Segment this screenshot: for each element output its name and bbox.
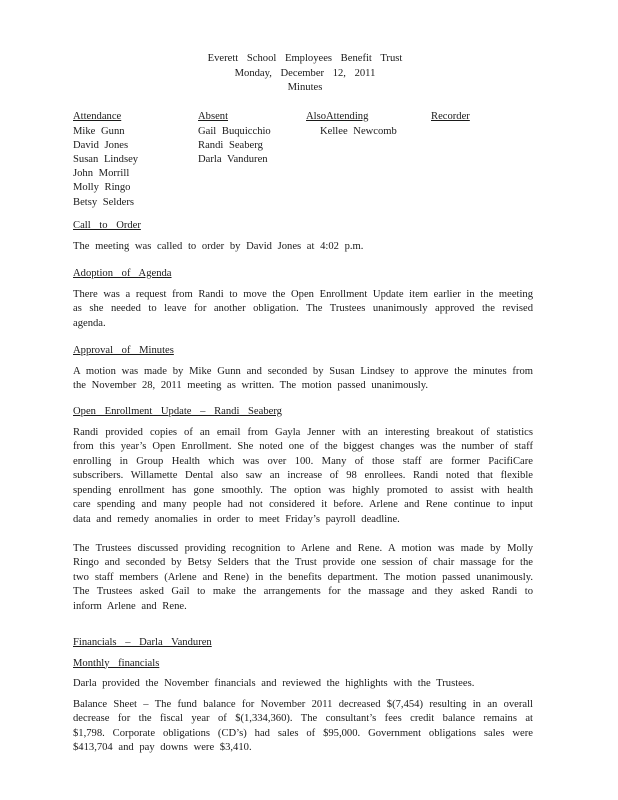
- section-paragraph: Randi provided copies of an email from Gayla Jenner with an interesting breakout of statistics from this year’s Open Enrollment. She noted one of the biggest changes was the number of staff enrolling in Group Health which was over 100. Many of those staff are former PacifiCare subscribers. Willamette Dental also saw an increase of 98 enrollees. Randi noted that flexible spending enrollment has gone smoothly. The option was highly promoted to assist with health care spending and many people had not considered it before. Arlene and Rene continue to input data and remedy anomalies in order to meet Friday’s payroll deadline.: [73, 426, 533, 526]
- attendee-name: David Jones: [73, 139, 129, 151]
- also-attending-heading: AlsoAttending: [306, 111, 369, 122]
- section-heading: Adoption of Agenda: [73, 268, 172, 279]
- document-title: Minutes: [287, 82, 323, 93]
- section-heading: Approval of Minutes: [73, 345, 174, 356]
- section-paragraph: Darla provided the November financials and reviewed the highlights with the Trustees.: [73, 678, 475, 689]
- absent-heading: Absent: [198, 111, 229, 122]
- recorder-column: [431, 110, 470, 125]
- subsection-heading: Monthly financials: [73, 657, 160, 669]
- recorder-heading: Recorder: [431, 111, 470, 122]
- section-heading: Financials – Darla Vanduren: [73, 637, 212, 648]
- meeting-date: Monday, December 12, 2011: [234, 67, 376, 79]
- attendance-column: [73, 110, 138, 210]
- section-adoption-of-agenda: [73, 267, 533, 331]
- section-paragraph: There was a request from Randi to move the Open Enrollment Update item earlier in the meeting as she needed to leave for another obligation. The Trustees unanimously approved the revised agenda.: [73, 288, 533, 329]
- section-open-enrollment-update: [73, 405, 533, 615]
- attendance-block: [0, 110, 618, 206]
- section-call-to-order: [73, 219, 533, 254]
- absent-name: Randi Seaberg: [198, 139, 263, 151]
- also-attending-name: Kellee Newcomb: [320, 125, 397, 137]
- attendee-name: Mike Gunn: [73, 125, 125, 137]
- trust-name: Everett School Employees Benefit Trust: [207, 53, 403, 64]
- absent-column: [198, 110, 271, 167]
- section-paragraph: Balance Sheet – The fund balance for November 2011 decreased $(7,454) resulting in an overall decrease for the fiscal year of $(1,334,360). The consultant’s fees credit balance remains at $1,798. Corporate obligations (CD’s) had sales of $95,000. Government obligations sales were $413,704 and pay downs were $3,410.: [73, 698, 533, 754]
- section-heading: Call to Order: [73, 220, 141, 231]
- also-attending-column: [306, 110, 397, 139]
- attendee-name: Betsy Selders: [73, 196, 134, 208]
- section-paragraph: The meeting was called to order by David Jones at 4:02 p.m.: [73, 240, 364, 252]
- attendee-name: Molly Ringo: [73, 182, 131, 194]
- attendance-heading: Attendance: [73, 111, 122, 122]
- section-approval-of-minutes: [73, 344, 533, 394]
- section-financials: [73, 636, 533, 756]
- absent-name: Gail Buquicchio: [198, 125, 271, 137]
- section-paragraph: A motion was made by Mike Gunn and seconded by Susan Lindsey to approve the minutes from the November 28, 2011 meeting as written. The motion passed unanimously.: [73, 365, 533, 392]
- attendee-name: Susan Lindsey: [73, 153, 139, 165]
- section-heading: Open Enrollment Update – Randi Seaberg: [73, 406, 282, 417]
- attendee-name: John Morrill: [73, 168, 130, 180]
- section-paragraph: The Trustees discussed providing recognition to Arlene and Rene. A motion was made by Molly Ringo and seconded by Betsy Selders that the Trust provide one session of chair massage for the two staff members (Arlene and Rene) in the benefits department. The motion passed unanimously. The Trustees asked Gail to make the arrangements for the massage and they asked Randi to inform Arlene and Rene.: [73, 542, 533, 613]
- absent-name: Darla Vanduren: [198, 153, 268, 165]
- document-header: [200, 52, 410, 96]
